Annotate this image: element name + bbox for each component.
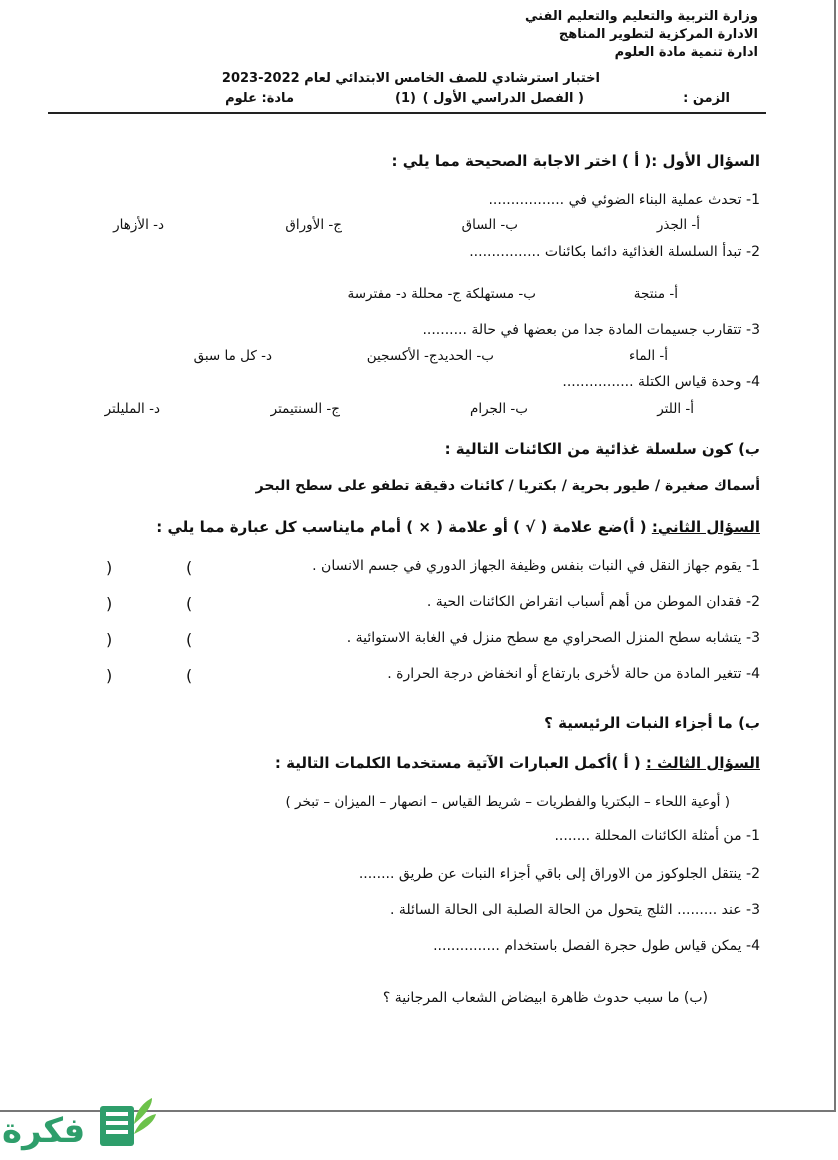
- exam-title: اختبار استرشادي للصف الخامس الابتدائي لعام 2022-2023: [221, 71, 600, 86]
- q1-item-1-option-c: ج- الأوراق: [285, 217, 342, 233]
- header-divider: [48, 112, 766, 114]
- q1-item-3-text: تتقارب جسيمات المادة جدا من بعضها في حالة ..........: [422, 322, 742, 338]
- q1-item-3-option-d: د- كل ما سبق: [193, 348, 272, 364]
- exam-time-label: الزمن :: [683, 91, 730, 106]
- ministry-name: وزارة التربية والتعليم والتعليم الفني: [525, 9, 758, 24]
- q3-item-2-text: ينتقل الجلوكوز من الاوراق إلى باقي أجزاء النبات عن طريق ........: [358, 866, 742, 882]
- q1-item-2-option-a: أ- منتجة: [633, 286, 678, 302]
- q1-item-2-text: تبدأ السلسلة الغذائية دائما بكائنات ................: [469, 244, 742, 260]
- q2-item-2-text: فقدان الموطن من أهم أسباب انقراض الكائنات الحية .: [426, 594, 742, 610]
- q2-item-2-answer-open[interactable]: (: [186, 594, 193, 613]
- q2-item-3: [347, 630, 760, 646]
- q2-item-2-num: 2-: [746, 594, 760, 610]
- q3-item-3-text: عند ......... الثلج يتحول من الحالة الصلبة الى الحالة السائلة .: [389, 902, 742, 918]
- q3-item-2: [359, 866, 760, 882]
- q1-item-3-num: 3-: [746, 322, 760, 338]
- q2-item-1-answer-close[interactable]: ): [106, 558, 113, 577]
- q1-title: السؤال الأول :( أ ) اختر الاجابة الصحيحة مما يلي :: [391, 152, 760, 170]
- q1-item-3: [422, 322, 760, 338]
- q2-item-2: [427, 594, 760, 610]
- q1-item-1-num: 1-: [746, 192, 760, 208]
- q2-item-4-answer-close[interactable]: ): [106, 666, 113, 685]
- q3-item-3: [390, 902, 760, 918]
- q1-part-b-title: ب) كون سلسلة غذائية من الكائنات التالية :: [444, 440, 760, 458]
- q2-label: السؤال الثاني:: [651, 518, 760, 536]
- q2-item-1-answer-open[interactable]: (: [186, 558, 193, 577]
- q2-item-1-text: يقوم جهاز النقل في النبات بنفس وظيفة الجهاز الدوري في جسم الانسان .: [312, 558, 742, 574]
- q3-part-b: (ب) ما سبب حدوث ظاهرة ابيضاض الشعاب المرجانية ؟: [382, 990, 708, 1006]
- department-curriculum: الادارة المركزية لتطوير المناهج: [558, 27, 758, 42]
- q3-label: السؤال الثالث :: [645, 754, 760, 772]
- q3-item-3-num: 3-: [746, 902, 760, 918]
- q2-item-4-text: تتغير المادة من حالة لأخرى بارتفاع أو انخفاض درجة الحرارة .: [387, 666, 742, 682]
- q1-item-1-option-a: أ- الجذر: [656, 217, 700, 233]
- q2-item-3-num: 3-: [746, 630, 760, 646]
- q3-item-4-text: يمكن قياس طول حجرة الفصل باستخدام ...............: [433, 938, 742, 954]
- q3-item-1: [554, 828, 760, 844]
- q2-item-3-answer-open[interactable]: (: [186, 630, 193, 649]
- exam-subject: مادة: علوم: [225, 91, 294, 106]
- q3-item-1-text: من أمثلة الكائنات المحللة ........: [554, 828, 742, 844]
- q2-item-4: [387, 666, 760, 682]
- q2-item-3-text: يتشابه سطح المنزل الصحراوي مع سطح منزل في الغابة الاستوائية .: [346, 630, 742, 646]
- q1-item-4-option-b: ب- الجرام: [469, 401, 528, 417]
- q3-title: [275, 754, 760, 772]
- q2-item-3-answer-close[interactable]: ): [106, 630, 113, 649]
- q3-instruction: ( أ )أكمل العبارات الآتية مستخدما الكلمات التالية :: [274, 754, 641, 772]
- fikra-logo: [0, 1094, 160, 1156]
- q2-item-4-num: 4-: [746, 666, 760, 682]
- q3-item-1-num: 1-: [746, 828, 760, 844]
- q1-item-1: [488, 192, 760, 208]
- q1-item-1-option-d: د- الأزهار: [113, 217, 164, 233]
- q2-item-2-answer-close[interactable]: ): [106, 594, 113, 613]
- q1-part-b-text: أسماك صغيرة / طيور بحرية / بكتريا / كائنات دقيقة تطفو على سطح البحر: [255, 478, 760, 494]
- logo-text: فكرة: [2, 1111, 86, 1151]
- department-science: ادارة تنمية مادة العلوم: [614, 45, 758, 60]
- q1-item-3-option-a: أ- الماء: [628, 348, 668, 364]
- q1-item-2: [469, 244, 760, 260]
- q1-item-4-option-d: د- المليلتر: [104, 401, 160, 417]
- q2-part-b: ب) ما أجزاء النبات الرئيسية ؟: [544, 714, 760, 732]
- q1-item-2-num: 2-: [746, 244, 760, 260]
- q1-item-3-option-bc: ب- الحديدج- الأكسجين: [366, 348, 494, 364]
- q1-item-4-text: وحدة قياس الكتلة ................: [562, 374, 742, 390]
- q1-item-4-option-c: ج- السنتيمتر: [270, 401, 340, 417]
- book-leaf-icon: [0, 1094, 160, 1156]
- q2-title: [156, 518, 760, 536]
- exam-term: ( الفصل الدراسي الأول ): [422, 91, 584, 106]
- q1-item-4-num: 4-: [746, 374, 760, 390]
- q1-item-2-option-bcd: ب- مستهلكة ج- محللة د- مفترسة: [347, 286, 536, 302]
- q1-item-1-text: تحدث عملية البناء الضوئي في .................: [488, 192, 742, 208]
- exam-number: (1): [395, 91, 416, 106]
- q2-item-1: [312, 558, 760, 574]
- q3-item-4-num: 4-: [746, 938, 760, 954]
- q3-item-2-num: 2-: [746, 866, 760, 882]
- q2-instruction: ( أ)ضع علامة ( √ ) أو علامة ( × ) أمام مايناسب كل عبارة مما يلي :: [156, 518, 647, 536]
- q1-item-1-option-b: ب- الساق: [461, 217, 518, 233]
- q3-item-4: [433, 938, 760, 954]
- q1-item-4: [562, 374, 760, 390]
- q2-item-4-answer-open[interactable]: (: [186, 666, 193, 685]
- q1-item-4-option-a: أ- اللتر: [657, 401, 694, 417]
- q3-word-bank: ( أوعية اللحاء – البكتريا والفطريات – شريط القياس – انصهار – الميزان – تبخر ): [285, 794, 730, 810]
- q2-item-1-num: 1-: [746, 558, 760, 574]
